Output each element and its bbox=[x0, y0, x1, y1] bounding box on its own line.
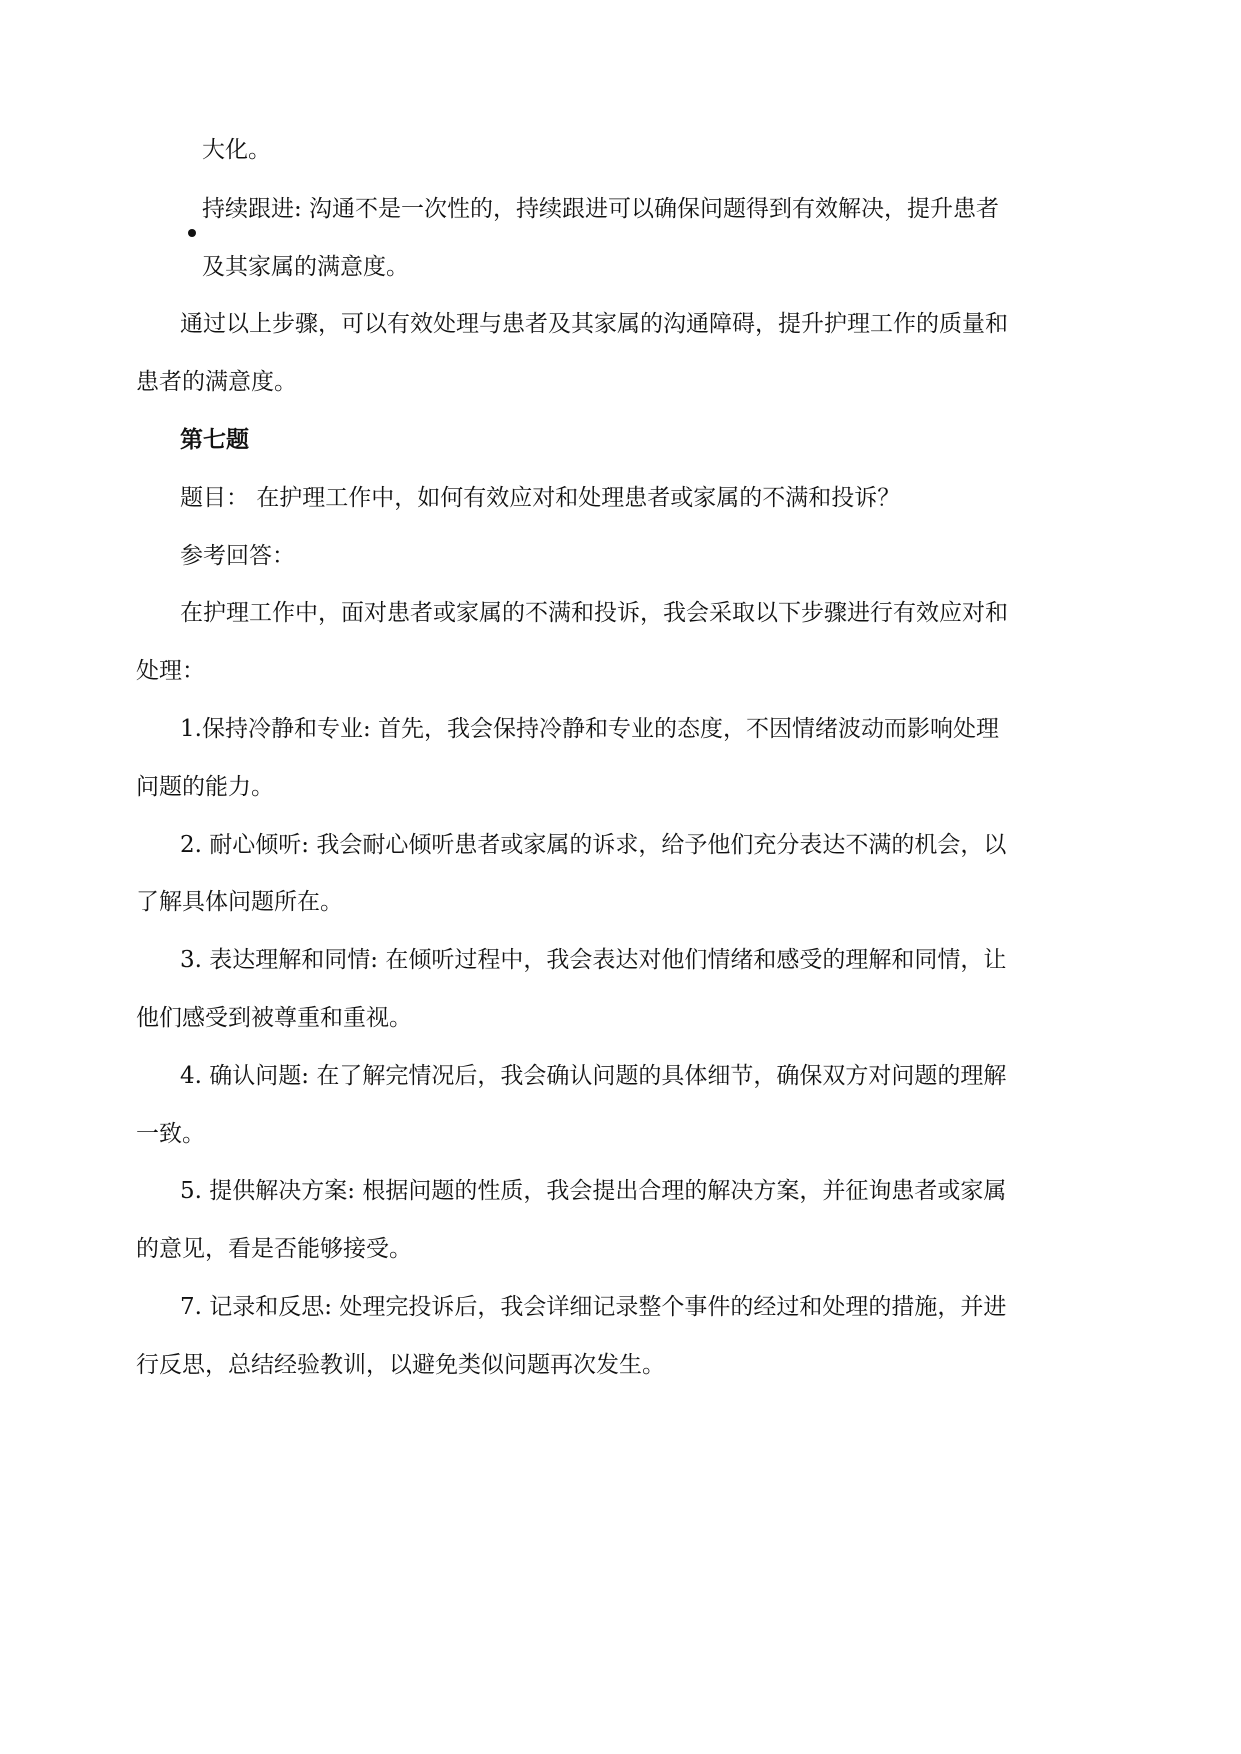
bullet-line-1: 持续跟进: 沟通不是一次性的，持续跟进可以确保问题得到有效解决，提升患者 bbox=[202, 196, 1000, 222]
section-heading: 第七题 bbox=[180, 426, 249, 453]
step-1-line-2: 问题的能力。 bbox=[136, 774, 274, 800]
step-2-line-2: 了解具体问题所在。 bbox=[136, 889, 343, 915]
step-7-line-1: 7. 记录和反思: 处理完投诉后，我会详细记录整个事件的经过和处理的措施，并进 bbox=[180, 1294, 1007, 1320]
step-7-line-2: 行反思，总结经验教训，以避免类似问题再次发生。 bbox=[136, 1352, 665, 1378]
summary-line-2: 患者的满意度。 bbox=[136, 369, 297, 395]
step-4-line-2: 一致。 bbox=[136, 1121, 205, 1147]
intro-line-2: 处理： bbox=[136, 658, 205, 684]
step-4-line-1: 4. 确认问题: 在了解完情况后，我会确认问题的具体细节，确保双方对问题的理解 bbox=[180, 1063, 1007, 1089]
step-2-line-1: 2. 耐心倾听: 我会耐心倾听患者或家属的诉求，给予他们充分表达不满的机会，以 bbox=[180, 832, 1007, 858]
bullet-line-2: 及其家属的满意度。 bbox=[202, 254, 409, 280]
bullet-continuation-text: 大化。 bbox=[202, 137, 271, 163]
question-text: 题目： 在护理工作中，如何有效应对和处理患者或家属的不满和投诉？ bbox=[180, 485, 901, 511]
step-3-line-2: 他们感受到被尊重和重视。 bbox=[136, 1005, 412, 1031]
summary-line-1: 通过以上步骤，可以有效处理与患者及其家属的沟通障碍，提升护理工作的质量和 bbox=[180, 311, 1008, 337]
intro-line-1: 在护理工作中，面对患者或家属的不满和投诉，我会采取以下步骤进行有效应对和 bbox=[180, 600, 1008, 626]
step-5-line-2: 的意见，看是否能够接受。 bbox=[136, 1236, 412, 1262]
step-3-line-1: 3. 表达理解和同情: 在倾听过程中，我会表达对他们情绪和感受的理解和同情，让 bbox=[180, 947, 1007, 973]
answer-label: 参考回答： bbox=[180, 543, 295, 569]
bullet-point-icon bbox=[188, 229, 196, 237]
step-5-line-1: 5. 提供解决方案: 根据问题的性质，我会提出合理的解决方案，并征询患者或家属 bbox=[180, 1178, 1007, 1204]
step-1-line-1: 1.保持冷静和专业: 首先，我会保持冷静和专业的态度，不因情绪波动而影响处理 bbox=[180, 716, 1000, 742]
